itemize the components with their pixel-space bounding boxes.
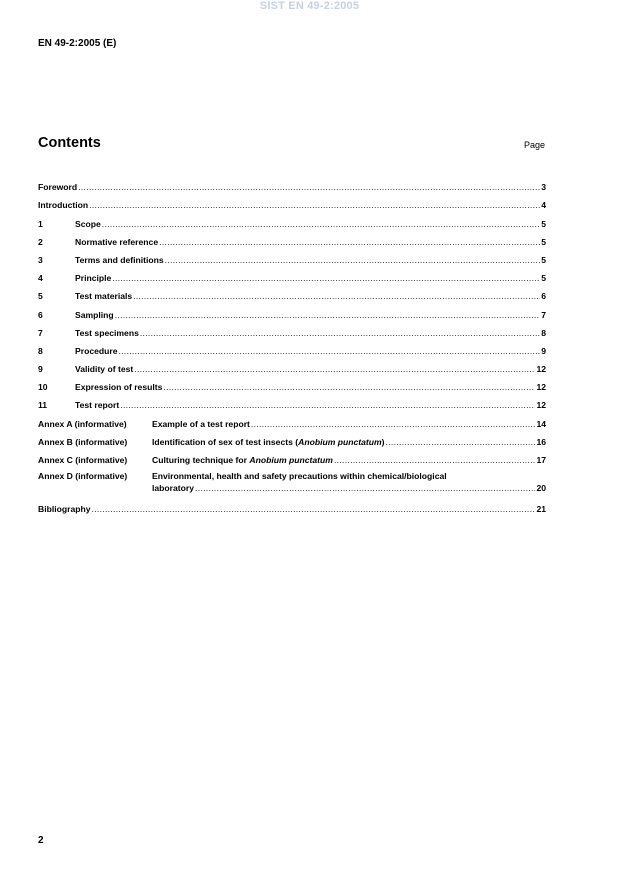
toc-entry-clause-4[interactable] [38,265,546,283]
dot-leader [102,219,540,229]
toc-entry-clause-2[interactable] [38,229,546,247]
toc-entry-clause-1[interactable] [38,210,546,228]
dot-leader [89,200,540,210]
toc-entry-title: Validity of test [75,364,134,375]
clause-number: 9 [38,364,43,375]
toc-entry-title: Test report [75,400,120,411]
clause-number: 10 [38,382,48,393]
toc-entry-page: 7 [541,309,546,320]
toc-entry-page: 14 [536,418,546,429]
clause-number: 8 [38,345,43,356]
toc-entry-clause-3[interactable] [38,247,546,265]
dot-leader [163,382,535,392]
species-name: Anobium punctatum [249,455,333,465]
toc-entry-title: Foreword [38,182,78,193]
toc-entry-title [152,437,385,447]
table-of-contents [38,174,546,514]
clause-number: 3 [38,254,43,265]
title-text: ) [381,436,385,447]
toc-entry-page: 5 [541,236,546,247]
toc-entry-annex-c[interactable] [38,447,546,465]
toc-entry-clause-8[interactable] [38,338,546,356]
annex-label: Annex C (informative) [38,455,128,465]
toc-entry-page: 5 [541,254,546,265]
dot-leader [334,455,536,465]
toc-entry-page: 21 [536,504,546,514]
toc-entry-page: 6 [541,291,546,302]
toc-entry-page: 20 [536,483,546,493]
annex-label: Annex A (informative) [38,418,127,429]
toc-entry-title [152,455,333,465]
toc-entry-title: Bibliography [38,504,91,514]
toc-entry-title: Introduction [38,200,89,211]
page-number: 2 [38,835,44,846]
dot-leader [133,291,540,301]
title-text: Identification of sex of test insects ( [152,436,299,447]
dot-leader [195,483,535,493]
dot-leader [120,400,535,410]
clause-number: 1 [38,218,43,229]
title-text: Culturing technique for [152,455,250,465]
page-column-label: Page [523,140,545,150]
clause-list [38,210,546,410]
toc-entry-clause-9[interactable] [38,356,546,374]
dot-leader [78,182,540,192]
toc-entry-page: 17 [536,455,546,465]
clause-number: 11 [38,400,48,411]
watermark: SIST EN 49-2:2005 [259,0,360,12]
toc-entry-foreword[interactable] [38,174,546,192]
toc-entry-page: 5 [541,273,546,284]
toc-entry-title: Normative reference [75,236,159,247]
toc-entry-annex-a[interactable] [38,410,546,428]
species-name: Anobium punctatum [298,436,382,447]
clause-number: 2 [38,236,43,247]
clause-number: 7 [38,327,43,338]
dot-leader [386,437,536,447]
toc-entry-title: Test materials [75,291,133,302]
clause-number: 5 [38,291,43,302]
toc-entry-title: Test specimens [75,327,139,338]
clause-number: 6 [38,309,43,320]
dot-leader [134,364,535,374]
dot-leader [165,255,541,265]
annex-label: Annex B (informative) [38,436,128,447]
toc-entry-page: 8 [541,327,546,338]
toc-entry-page: 9 [541,345,546,356]
dot-leader [115,310,541,320]
toc-entry-title: Environmental, health and safety precautions within chemical/biological [152,471,447,481]
toc-entry-page: 12 [536,400,546,411]
toc-entry-page: 12 [536,364,546,375]
toc-entry-bibliography[interactable] [38,498,546,514]
toc-entry-title-continued: laboratory [152,483,195,493]
document-id: EN 49-2:2005 (E) [38,38,117,49]
contents-heading: Contents [38,135,101,151]
toc-entry-title: Example of a test report [152,418,250,429]
toc-entry-title: Sampling [75,309,114,320]
toc-entry-title: Terms and definitions [75,254,164,265]
toc-entry-title: Principle [75,273,112,284]
toc-entry-introduction[interactable] [38,192,546,210]
toc-entry-clause-11[interactable] [38,392,546,410]
dot-leader [119,346,541,356]
dot-leader [112,273,540,283]
toc-entry-clause-6[interactable] [38,301,546,319]
dot-leader [159,237,540,247]
annex-label: Annex D (informative) [38,471,128,481]
dot-leader [251,419,536,429]
toc-entry-title: Scope [75,218,101,229]
toc-entry-page: 16 [536,436,546,447]
toc-entry-page: 12 [536,382,546,393]
toc-entry-title: Procedure [75,345,118,356]
toc-entry-clause-10[interactable] [38,374,546,392]
dot-leader [92,504,536,514]
toc-entry-page: 3 [541,182,546,193]
toc-entry-page: 5 [541,218,546,229]
toc-entry-title: Expression of results [75,382,163,393]
dot-leader [140,328,540,338]
toc-entry-clause-7[interactable] [38,320,546,338]
toc-entry-page: 4 [541,200,546,211]
toc-entry-annex-d[interactable] [38,465,546,498]
toc-entry-annex-b[interactable] [38,429,546,447]
clause-number: 4 [38,273,43,284]
toc-entry-clause-5[interactable] [38,283,546,301]
